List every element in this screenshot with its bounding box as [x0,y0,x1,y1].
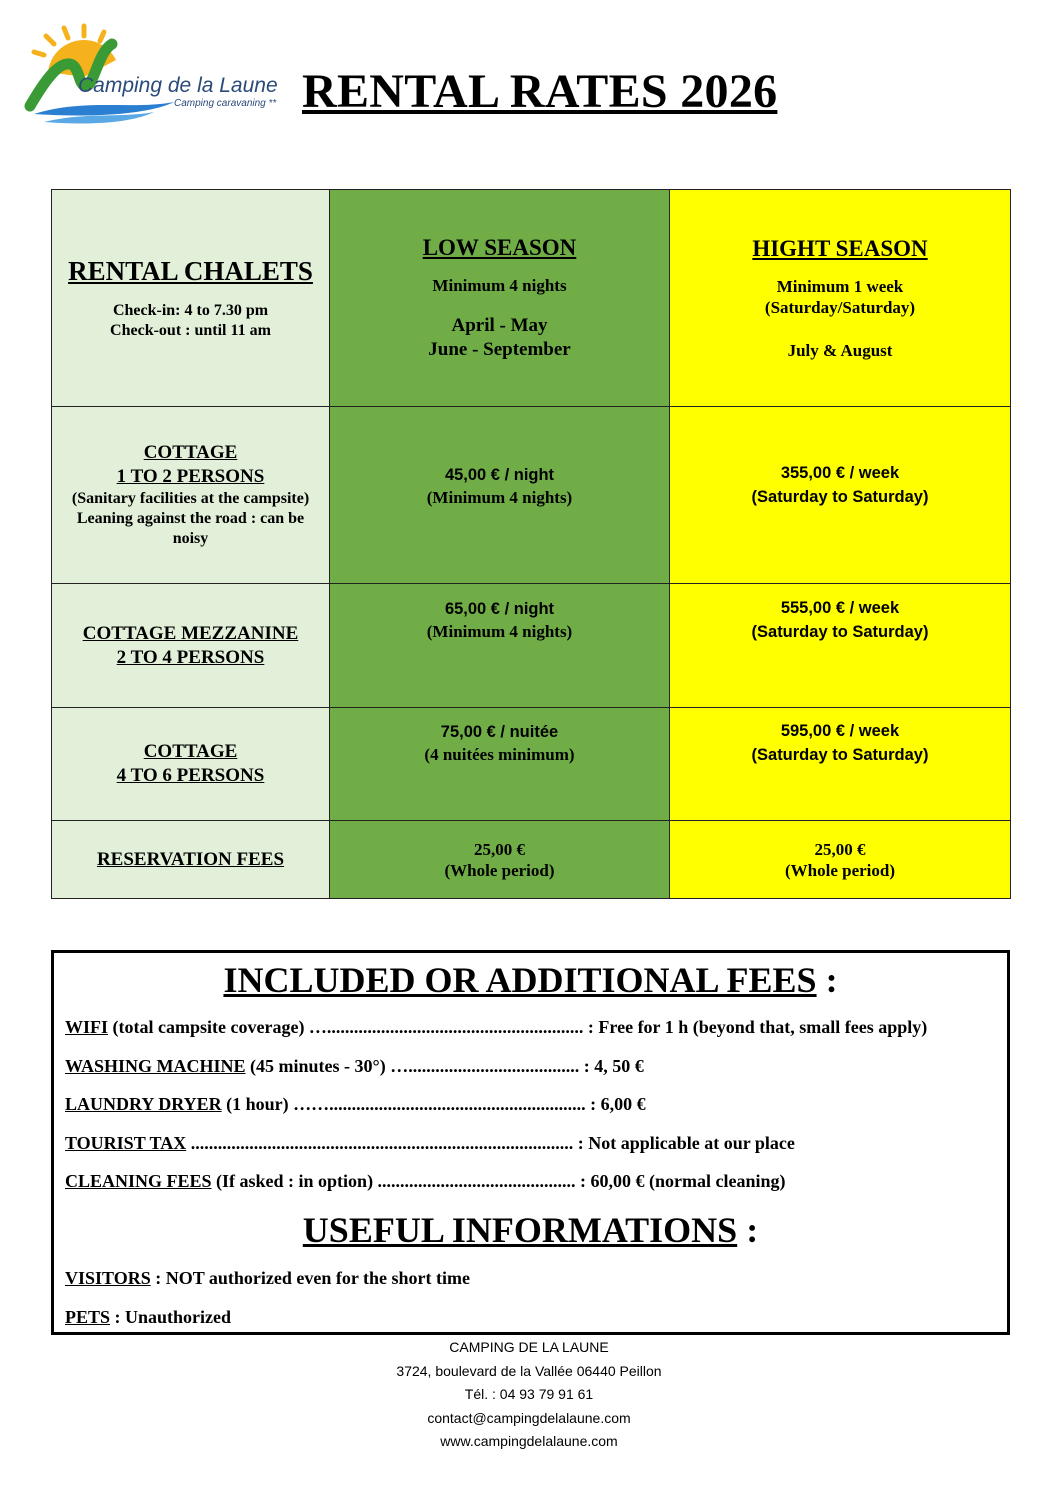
info-text: : Unauthorized [110,1307,232,1327]
camping-logo [24,22,280,132]
low-price-cell [330,708,670,821]
low-price-note: (Whole period) [444,860,555,880]
check-out-text: Check-out : until 11 am [110,321,271,339]
page-title: RENTAL RATES 2026 [302,65,778,118]
row-capacity: 2 TO 4 PERSONS [116,646,265,668]
logo-name: Camping de la Laune [78,74,278,97]
low-season-period-2: June - September [428,338,571,360]
low-price-note: (4 nuitées minimum) [424,745,575,764]
info-text: : NOT authorized even for the short time [150,1268,471,1288]
footer-name: CAMPING DE LA LAUNE [449,1339,609,1355]
fees-title: INCLUDED OR ADDITIONAL FEES [223,960,817,1000]
fee-text: (If asked : in option) ............................................ : 60,00 € (normal cleaning) [211,1171,786,1191]
fee-label: CLEANING FEES [65,1171,212,1191]
fees-title-suffix: : [816,960,838,1000]
row-label-cell [52,708,330,821]
high-price: 595,00 € / week [780,722,900,740]
fee-item-wifi [65,1017,927,1038]
fee-label: TOURIST TAX [65,1133,187,1153]
row-name: COTTAGE [143,442,238,463]
high-price-note: (Saturday to Saturday) [751,746,929,764]
row-label-cell [52,821,330,899]
table-row [52,584,1011,708]
low-price-cell [330,407,670,584]
rental-chalets-title: RENTAL CHALETS [68,255,313,286]
info-item-pets [65,1307,231,1328]
low-price-cell [330,584,670,708]
info-item-visitors [65,1268,470,1289]
fee-item-tourist-tax [65,1133,795,1154]
low-price: 75,00 € / nuitée [440,723,559,741]
high-price-cell [670,584,1011,708]
high-price-note: (Saturday to Saturday) [751,623,929,641]
fee-text: (total campsite coverage) …......................................................... : Free for 1 h (beyond that, small fees apply) [108,1017,928,1037]
high-season-period: July & August [787,340,893,360]
fees-section-title [54,959,1007,1001]
reservation-fees-label: RESERVATION FEES [96,848,285,870]
rental-chalets-header [52,190,330,407]
row-name: COTTAGE [143,741,238,762]
high-price: 25,00 € [814,839,866,859]
footer-contact [0,1336,1058,1454]
info-section-title [54,1209,1007,1251]
info-title-suffix: : [737,1210,759,1250]
low-season-header [330,190,670,407]
low-price-note: (Minimum 4 nights) [426,488,573,507]
table-row [52,708,1011,821]
row-label-cell [52,584,330,708]
info-label: PETS [65,1307,111,1327]
fee-item-cleaning-fees [65,1171,786,1192]
row-capacity: 4 TO 6 PERSONS [116,765,265,786]
logo-subtitle: Camping caravaning ** [174,98,277,109]
high-season-header [670,190,1011,407]
fees-and-info-box [51,950,1010,1335]
low-price-note: (Minimum 4 nights) [426,622,573,641]
low-season-period-1: April - May [451,314,548,336]
fee-item-washing-machine [65,1056,644,1077]
table-row [52,407,1011,584]
row-note: Leaning against the road : can be noisy [76,510,305,547]
rental-rates-table [51,189,1011,899]
check-in-text: Check-in: 4 to 7.30 pm [112,301,269,319]
high-price-note: (Saturday to Saturday) [751,488,929,506]
high-season-minimum-days: (Saturday/Saturday) [764,297,916,317]
low-season-minimum: Minimum 4 nights [432,275,567,295]
row-note: (Sanitary facilities at the campsite) [71,490,310,507]
footer-email: contact@campingdelalaune.com [427,1409,631,1426]
info-label: VISITORS [65,1268,151,1288]
footer-address: 3724, boulevard de la Vallée 06440 Peillon [396,1362,662,1379]
fee-text: ..................................................................................... : Not applicable at our place [186,1133,795,1153]
table-row [52,821,1011,899]
high-price-cell [670,407,1011,584]
row-capacity: 1 TO 2 PERSONS [116,466,265,487]
footer-phone: Tél. : 04 93 79 91 61 [464,1386,594,1402]
low-price: 25,00 € [474,839,525,859]
high-price-cell [670,708,1011,821]
table-header-row [52,190,1011,407]
high-price: 555,00 € / week [780,599,900,617]
fee-text: (45 minutes - 30°) …...................................... : 4, 50 € [245,1056,644,1076]
fee-label: LAUNDRY DRYER [65,1094,222,1114]
high-season-minimum: Minimum 1 week [776,276,904,296]
info-title: USEFUL INFORMATIONS [302,1210,738,1250]
row-label-cell [52,407,330,584]
fee-label: WIFI [65,1017,109,1037]
low-price: 65,00 € / night [444,600,555,618]
row-name: COTTAGE MEZZANINE [82,622,299,644]
fee-item-laundry-dryer [65,1094,646,1115]
low-price: 45,00 € / night [444,466,555,484]
fee-text: (1 hour) ……......................................................... : 6,00 € [221,1094,646,1114]
fee-label: WASHING MACHINE [65,1056,246,1076]
high-price-note: (Whole period) [784,860,896,880]
high-price-cell [670,821,1011,899]
high-price: 355,00 € / week [780,464,900,482]
footer-website: www.campingdelalaune.com [440,1433,618,1449]
high-season-title: HIGHT SEASON [752,235,928,261]
low-season-title: LOW SEASON [422,234,577,260]
low-price-cell [330,821,670,899]
